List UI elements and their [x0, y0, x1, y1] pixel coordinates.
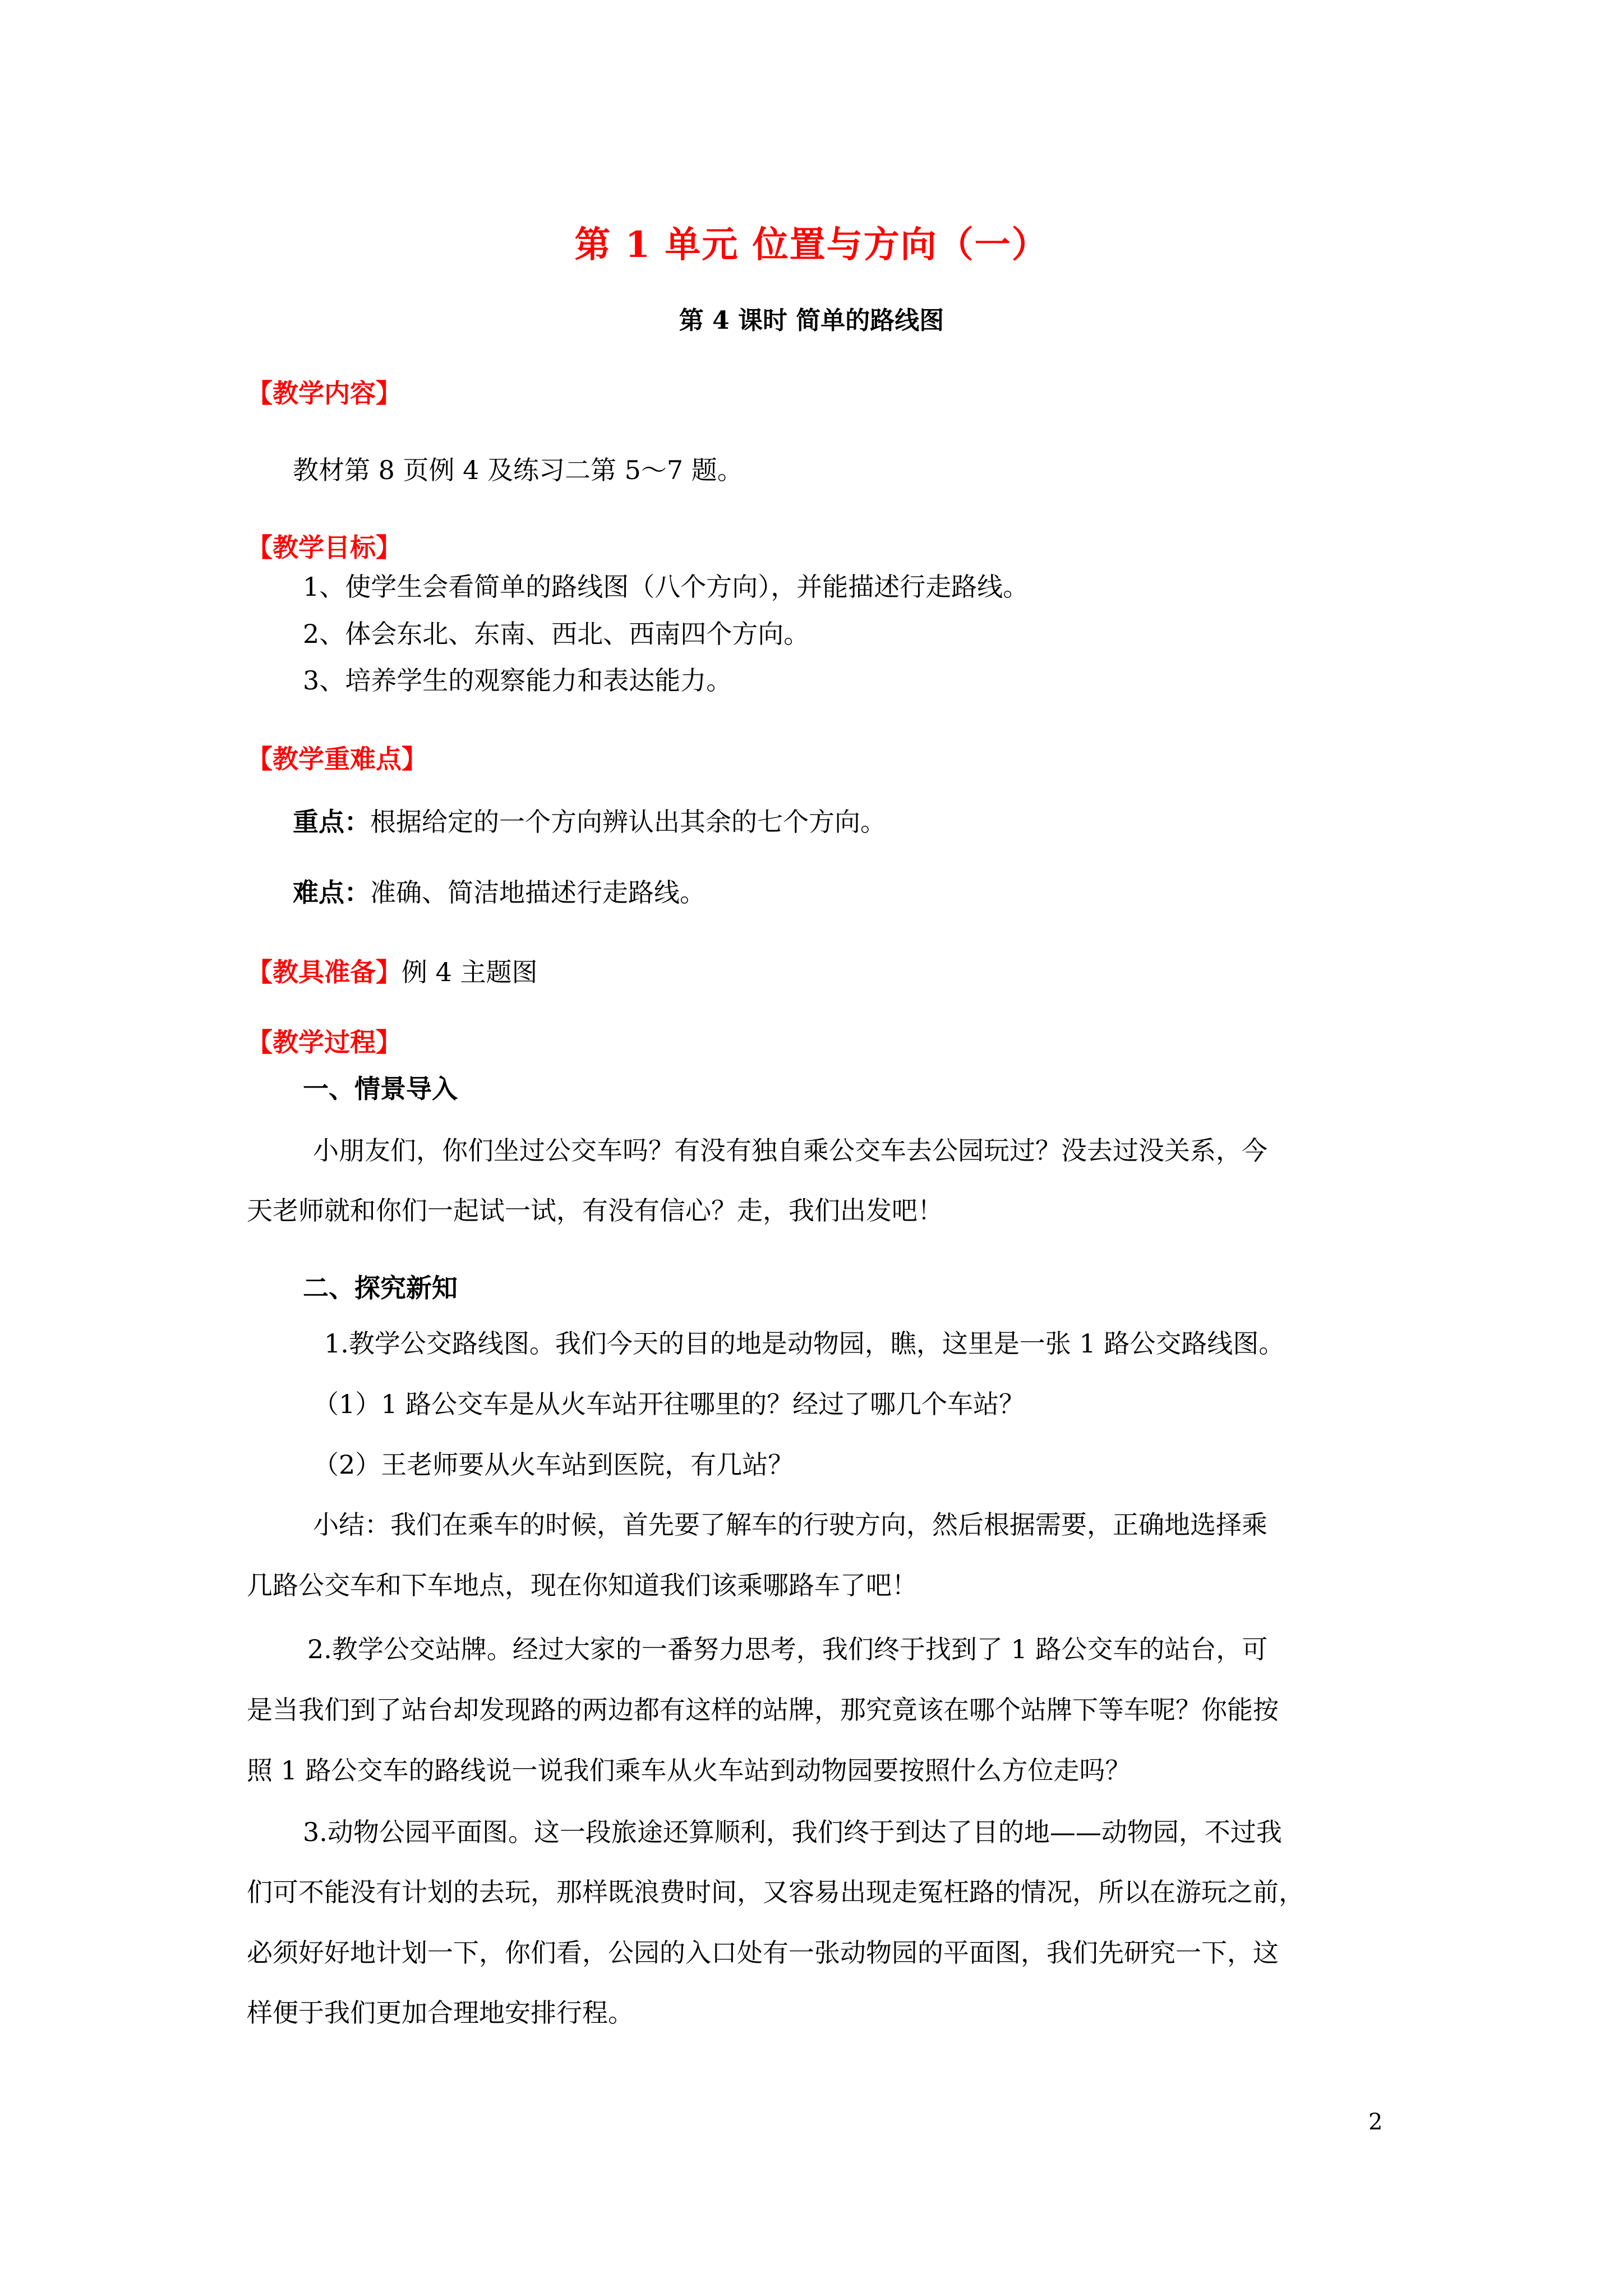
paragraph-line: （1）1 路公交车是从火车站开往哪里的？经过了哪几个车站？ [313, 1389, 1025, 1419]
materials-text: 例 4 主题图 [402, 957, 538, 987]
heading-materials: 【教具准备】 [247, 957, 402, 987]
heading-teaching-goals: 【教学目标】 [247, 532, 402, 563]
teaching-content-text: 教材第 8 页例 4 及练习二第 5～7 题。 [293, 455, 743, 485]
heading-teaching-process: 【教学过程】 [247, 1027, 402, 1057]
key-point-line [293, 809, 886, 835]
section-title-intro: 一、情景导入 [303, 1074, 458, 1104]
section-title-explore: 二、探究新知 [303, 1273, 458, 1303]
goal-item: 1、使学生会看简单的路线图（八个方向），并能描述行走路线。 [303, 572, 1029, 602]
paragraph-line: 小朋友们，你们坐过公交车吗？有没有独自乘公交车去公园玩过？没去过没关系，今 [313, 1135, 1267, 1166]
difficulty-line [293, 877, 706, 908]
goal-item: 2、体会东北、东南、西北、西南四个方向。 [303, 619, 810, 649]
difficulty-text: 准确、简洁地描述行走路线。 [370, 877, 706, 908]
paragraph-line: 们可不能没有计划的去玩，那样既浪费时间，又容易出现走冤枉路的情况，所以在游玩之前， [247, 1877, 1304, 1907]
materials-line [247, 952, 538, 989]
heading-key-points: 【教学重难点】 [247, 744, 427, 774]
paragraph-line: 3.动物公园平面图。这一段旅途还算顺利，我们终于到达了目的地——动物园，不过我 [303, 1817, 1282, 1847]
key-point-text: 根据给定的一个方向辨认出其余的七个方向。 [370, 807, 886, 837]
page-number: 2 [1368, 2109, 1383, 2135]
paragraph-line: 必须好好地计划一下，你们看，公园的入口处有一张动物园的平面图，我们先研究一下，这 [247, 1938, 1279, 1968]
paragraph-line: 几路公交车和下车地点，现在你知道我们该乘哪路车了吧！ [247, 1570, 917, 1600]
goal-item: 3、培养学生的观察能力和表达能力。 [303, 665, 732, 696]
paragraph-line: 天老师就和你们一起试一试，有没有信心？走，我们出发吧！ [247, 1195, 943, 1226]
heading-teaching-content: 【教学内容】 [247, 378, 402, 408]
difficulty-label: 难点： [293, 877, 370, 908]
paragraph-line: （2）王老师要从火车站到医院，有几站？ [313, 1450, 794, 1480]
key-point-label: 重点： [293, 807, 370, 837]
page-title: 第 1 单元 位置与方向（一） [574, 224, 1049, 266]
paragraph-line: 2.教学公交站牌。经过大家的一番努力思考，我们终于找到了 1 路公交车的站台，可 [307, 1634, 1268, 1664]
paragraph-line: 小结：我们在乘车的时候，首先要了解车的行驶方向，然后根据需要，正确地选择乘 [313, 1510, 1267, 1540]
paragraph-line: 是当我们到了站台却发现路的两边都有这样的站牌，那究竟该在哪个站牌下等车呢？你能按 [247, 1695, 1279, 1725]
lesson-subtitle: 第 4 课时 简单的路线图 [679, 306, 944, 335]
paragraph-line: 样便于我们更加合理地安排行程。 [247, 1998, 634, 2028]
paragraph-line: 照 1 路公交车的路线说一说我们乘车从火车站到动物园要按照什么方位走吗？ [247, 1755, 1131, 1786]
paragraph-line: 1.教学公交路线图。我们今天的目的地是动物园，瞧，这里是一张 1 路公交路线图。 [324, 1328, 1285, 1359]
